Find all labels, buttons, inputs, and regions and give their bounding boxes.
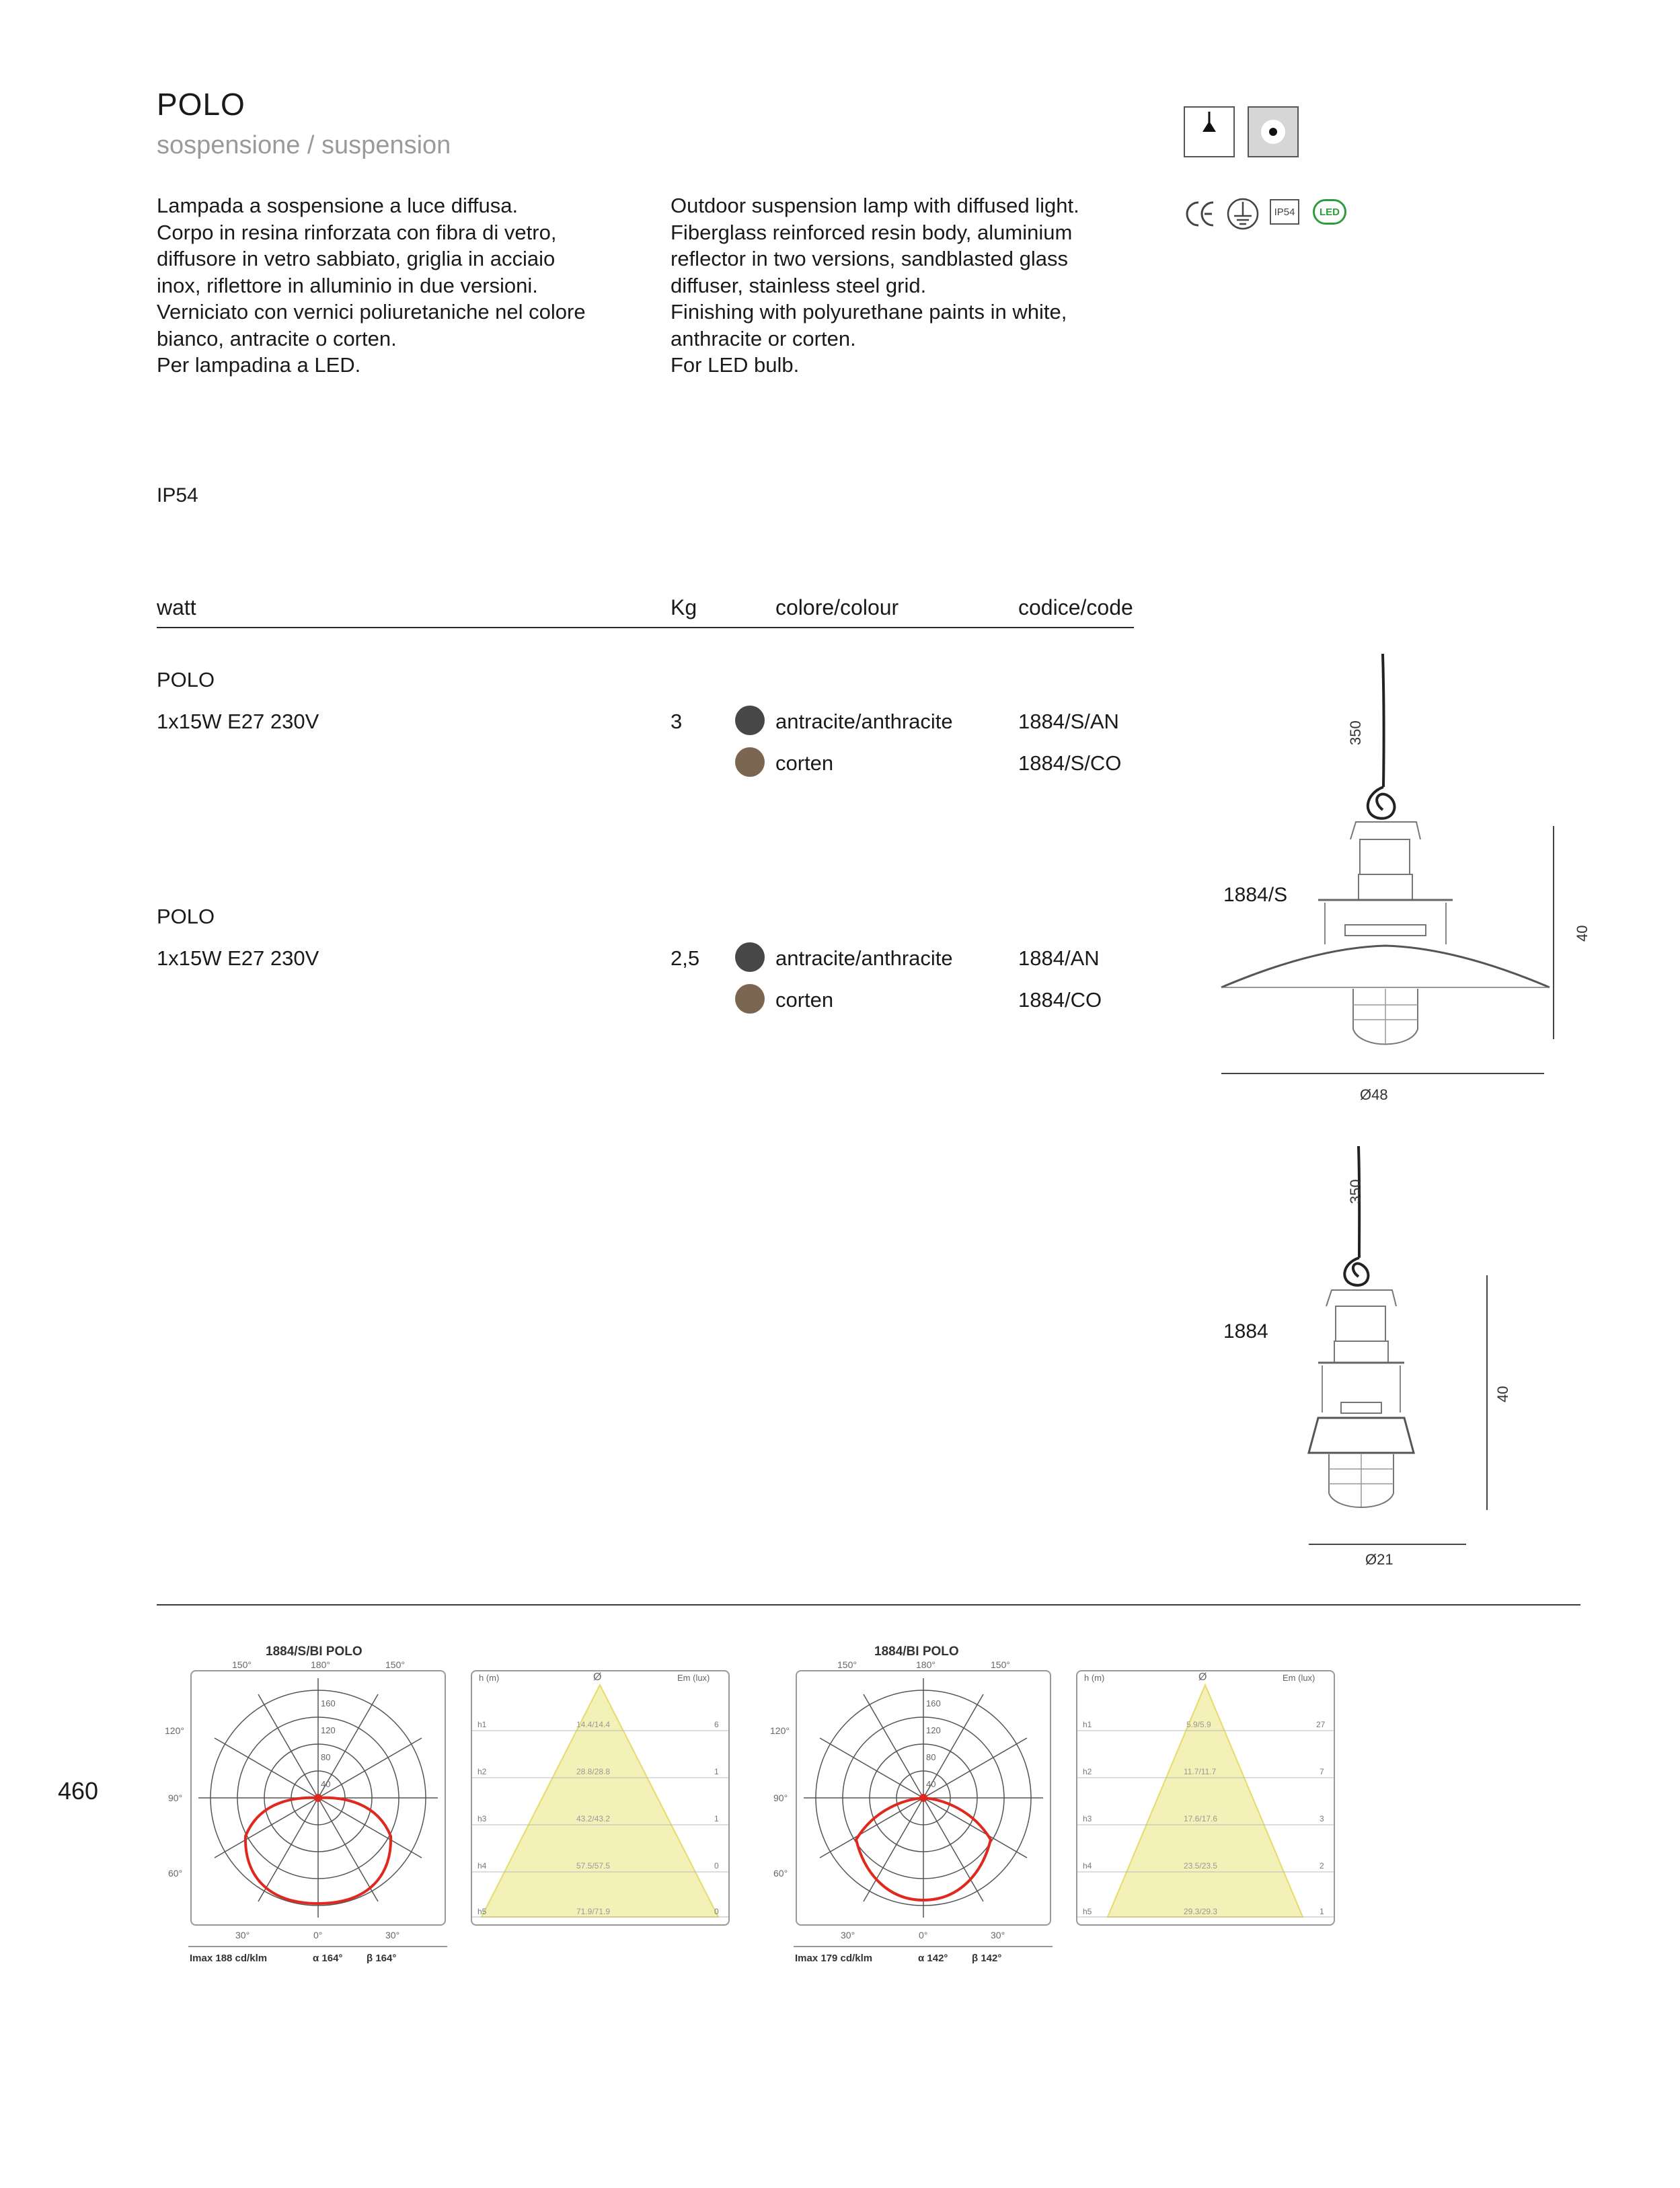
angle-label: 90°: [773, 1793, 788, 1803]
ground-class-icon: [1226, 197, 1260, 234]
cone-row-diameter: 23.5/23.5: [1184, 1861, 1218, 1871]
product-code: 1884/S/AN: [1018, 710, 1119, 733]
cone-row-em: 27: [1316, 1720, 1326, 1729]
imax-label: Imax 179 cd/klm: [795, 1953, 873, 1964]
header-code: codice/code: [1018, 595, 1133, 619]
cone-row-em: 1: [714, 1767, 719, 1776]
description-line: reflector in two versions, sandblasted glass: [671, 247, 1069, 270]
dimension-cable-length: 350: [1347, 1179, 1364, 1204]
drawing-label: 1884/S: [1223, 884, 1288, 906]
description-line: Fiberglass reinforced resin body, aluminium: [671, 220, 1073, 244]
description-line: diffuser, stainless steel grid.: [671, 273, 927, 297]
caption-rule: [794, 1946, 1053, 1947]
cone-row-h: h5: [478, 1907, 487, 1916]
description-line: inox, riflettore in alluminio in due versioni.: [157, 273, 538, 297]
header-watt: watt: [157, 595, 196, 619]
angle-label: 30°: [235, 1930, 250, 1940]
angle-label: 180°: [311, 1659, 330, 1670]
cone-row-em: 1: [1320, 1907, 1324, 1916]
angle-label: 30°: [991, 1930, 1005, 1940]
cone-row-diameter: 17.6/17.6: [1184, 1814, 1218, 1823]
description-line: Outdoor suspension lamp with diffused light.: [671, 194, 1079, 217]
dimension-diameter: Ø48: [1360, 1086, 1388, 1103]
illuminance-cone: [1076, 1670, 1335, 1926]
downlight-type-icon: [1248, 106, 1299, 157]
cone-row-h: h2: [478, 1767, 487, 1776]
ring-label: 120: [321, 1725, 336, 1735]
caption-rule: [188, 1946, 447, 1947]
description-line: Finishing with polyurethane paints in white,: [671, 300, 1067, 324]
cone-header-h: h (m): [479, 1673, 500, 1683]
photometric-block-2: [767, 1645, 1326, 2008]
photometric-block-1: [161, 1645, 719, 2008]
ring-label: 40: [926, 1779, 936, 1789]
cone-row-diameter: 43.2/43.2: [576, 1814, 611, 1823]
angle-label: 120°: [165, 1725, 184, 1736]
description-english: [671, 192, 1155, 379]
cone-header-em: Em (lux): [1283, 1673, 1315, 1683]
group-weight: 3: [671, 710, 683, 733]
angle-label: 150°: [232, 1659, 252, 1670]
product-code: 1884/S/CO: [1018, 751, 1122, 775]
cone-row-diameter: 71.9/71.9: [576, 1907, 611, 1916]
illuminance-cone: [471, 1670, 730, 1926]
description-line: Corpo in resina rinforzata con fibra di vetro,: [157, 220, 557, 244]
colour-label: antracite/anthracite: [775, 946, 953, 970]
angle-label: 150°: [837, 1659, 857, 1670]
group-watt: 1x15W E27 230V: [157, 710, 319, 733]
alpha-label: α 142°: [918, 1953, 948, 1964]
cone-row-diameter: 57.5/57.5: [576, 1861, 611, 1871]
description-line: Verniciato con vernici poliuretaniche nel colore: [157, 300, 586, 324]
header-colour: colore/colour: [775, 595, 899, 619]
cone-row-h: h3: [1083, 1814, 1092, 1823]
cone-row-h: h3: [478, 1814, 487, 1823]
angle-label: 150°: [385, 1659, 405, 1670]
imax-label: Imax 188 cd/klm: [190, 1953, 268, 1964]
description-line: For LED bulb.: [671, 353, 800, 377]
photometric-title: 1884/BI POLO: [874, 1645, 959, 1659]
angle-label: 150°: [991, 1659, 1010, 1670]
ring-label: 120: [926, 1725, 941, 1735]
angle-label: 60°: [168, 1868, 183, 1879]
description-italian: [157, 192, 641, 379]
group-name: POLO: [157, 905, 215, 928]
cone-row-em: 0: [714, 1861, 719, 1871]
cone-row-em: 6: [714, 1720, 719, 1729]
dimension-height: 40: [1494, 1386, 1511, 1402]
ring-label: 160: [321, 1698, 336, 1708]
cone-row-diameter: 14.4/14.4: [576, 1720, 611, 1729]
description-line: diffusore in vetro sabbiato, griglia in acciaio: [157, 247, 556, 270]
angle-label: 0°: [313, 1930, 323, 1940]
group-name: POLO: [157, 668, 215, 691]
beta-label: β 142°: [972, 1953, 1002, 1964]
header-kg: Kg: [671, 595, 697, 619]
cone-row-em: 3: [1320, 1814, 1324, 1823]
ring-label: 40: [321, 1779, 331, 1789]
alpha-label: α 164°: [313, 1953, 343, 1964]
dimension-cable-length: 350: [1347, 720, 1364, 745]
ring-label: 80: [321, 1752, 331, 1762]
angle-label: 180°: [916, 1659, 936, 1670]
led-badge: LED: [1313, 199, 1346, 225]
group-weight: 2,5: [671, 946, 700, 970]
ring-label: 80: [926, 1752, 936, 1762]
cone-row-em: 0: [714, 1907, 719, 1916]
cone-header-diameter: Ø: [593, 1671, 602, 1683]
angle-label: 120°: [770, 1725, 790, 1736]
cone-header-em: Em (lux): [677, 1673, 710, 1683]
cone-row-h: h1: [478, 1720, 487, 1729]
cone-row-diameter: 5.9/5.9: [1186, 1720, 1211, 1729]
colour-swatch-anthracite: [735, 942, 765, 972]
cone-row-diameter: 11.7/11.7: [1184, 1767, 1217, 1776]
ce-mark-icon: [1184, 198, 1216, 233]
product-title: POLO: [157, 87, 245, 122]
colour-swatch-corten: [735, 984, 765, 1014]
polar-diagram: [190, 1670, 446, 1926]
cone-row-diameter: 29.3/29.3: [1184, 1907, 1218, 1916]
description-line: Lampada a sospensione a luce diffusa.: [157, 194, 519, 217]
cone-header-h: h (m): [1084, 1673, 1105, 1683]
section-separator: [157, 1604, 1580, 1606]
group-watt: 1x15W E27 230V: [157, 946, 319, 970]
photometric-title: 1884/S/BI POLO: [266, 1645, 362, 1659]
cone-row-h: h4: [1083, 1861, 1092, 1871]
cone-header-diameter: Ø: [1198, 1671, 1207, 1683]
product-code: 1884/AN: [1018, 946, 1100, 970]
ip54-badge: IP54: [1270, 199, 1299, 225]
technical-drawing-1884s: [1211, 646, 1587, 1117]
description-line: Per lampadina a LED.: [157, 353, 361, 377]
ring-label: 160: [926, 1698, 941, 1708]
angle-label: 30°: [385, 1930, 400, 1940]
table-header-rule: [157, 627, 1134, 628]
cone-row-em: 2: [1320, 1861, 1324, 1871]
polar-diagram: [796, 1670, 1051, 1926]
cone-row-diameter: 28.8/28.8: [576, 1767, 611, 1776]
product-subtitle: sospensione / suspension: [157, 131, 451, 159]
description-line: anthracite or corten.: [671, 326, 856, 350]
colour-label: antracite/anthracite: [775, 710, 953, 733]
technical-drawing-1884: [1278, 1137, 1520, 1554]
product-code: 1884/CO: [1018, 988, 1102, 1012]
drawing-label: 1884: [1223, 1320, 1268, 1343]
colour-swatch-corten: [735, 747, 765, 777]
cone-row-em: 1: [714, 1814, 719, 1823]
cone-row-h: h2: [1083, 1767, 1092, 1776]
cone-row-h: h5: [1083, 1907, 1092, 1916]
beta-label: β 164°: [367, 1953, 397, 1964]
description-line: bianco, antracite o corten.: [157, 326, 397, 350]
colour-label: corten: [775, 751, 834, 775]
colour-swatch-anthracite: [735, 706, 765, 735]
suspension-type-icon: [1184, 106, 1235, 157]
cone-row-h: h1: [1083, 1720, 1092, 1729]
angle-label: 90°: [168, 1793, 183, 1803]
ip-rating: IP54: [157, 484, 198, 506]
dimension-height: 40: [1574, 925, 1591, 942]
cone-row-em: 7: [1320, 1767, 1324, 1776]
cone-row-h: h4: [478, 1861, 487, 1871]
page-number: 460: [58, 1777, 99, 1805]
dimension-diameter: Ø21: [1365, 1551, 1393, 1568]
angle-label: 60°: [773, 1868, 788, 1879]
angle-label: 30°: [841, 1930, 855, 1940]
colour-label: corten: [775, 988, 834, 1012]
angle-label: 0°: [919, 1930, 928, 1940]
